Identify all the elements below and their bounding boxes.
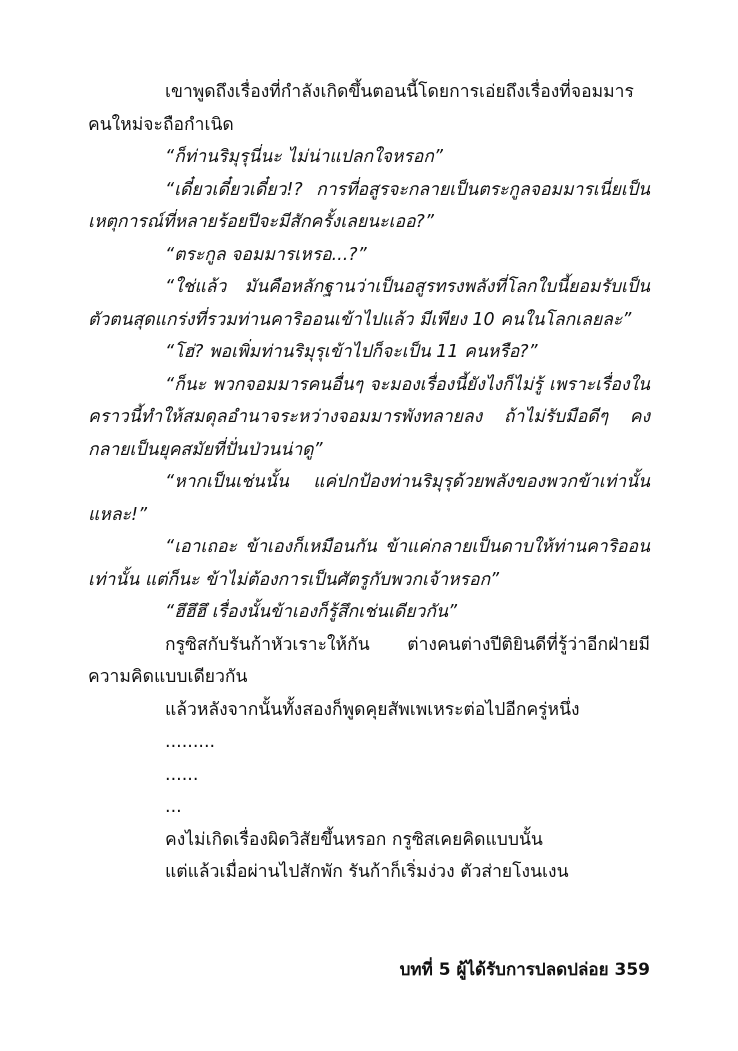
- paragraph-13: คงไม่เกิดเรื่องผิดวิสัยขึ้นหรอก กรูซิสเคยคิดแบบนั้น: [165, 829, 543, 850]
- paragraph-4: “ตระกูล จอมมารเหรอ...?”: [165, 244, 367, 265]
- paragraph-11: กรูซิสกับรันก้าหัวเราะให้กัน ต่างคนต่างปีติยินดีที่รู้ว่าอีกฝ่ายมีความคิดแบบเดียวกัน: [88, 634, 650, 687]
- paragraph-12: แล้วหลังจากนั้นทั้งสองก็พูดคุยสัพเพเหระต่อไปอีกครู่หนึ่ง: [165, 699, 580, 720]
- ellipsis-line-3: ...: [165, 797, 182, 817]
- book-page-body: [88, 76, 650, 889]
- chapter-title: บทที่ 5 ผู้ได้รับการปลดปล่อย: [399, 960, 609, 980]
- paragraph-3: “เดี๋ยวเดี๋ยวเดี๋ยว!? การที่อสูรจะกลายเป็นตระกูลจอมมารเนี่ยเป็นเหตุการณ์ที่หลายร้อยปีจะมีสักครั้งเลยนะเออ?”: [88, 179, 650, 232]
- paragraph-7: “ก็นะ พวกจอมมารคนอื่นๆ จะมองเรื่องนี้ยังไงก็ไม่รู้ เพราะเรื่องในคราวนี้ทำให้สมดุลอำนาจระหว่างจอมมารพังทลายลง ถ้าไม่รับมือดีๆ คงกลายเป็นยุคสมัยที่ปั่นป่วนน่าดู”: [88, 374, 650, 460]
- paragraph-1: เขาพูดถึงเรื่องที่กำลังเกิดขึ้นตอนนี้โดยการเอ่ยถึงเรื่องที่จอมมารคนใหม่จะถือกำเนิด: [88, 82, 634, 135]
- paragraph-14: แต่แล้วเมื่อผ่านไปสักพัก รันก้าก็เริ่มง่วง ตัวส่ายโงนเงน: [165, 862, 569, 882]
- page-number: 359: [614, 960, 650, 980]
- paragraph-9: “เอาเถอะ ข้าเองก็เหมือนกัน ข้าแค่กลายเป็นดาบให้ท่านคาริออนเท่านั้น แต่ก็นะ ข้าไม่ต้องการเป็นศัตรูกับพวกเจ้าหรอก”: [88, 537, 650, 590]
- page-footer: [88, 955, 650, 985]
- paragraph-10: “ฮึฮึฮึ เรื่องนั้นข้าเองก็รู้สึกเช่นเดียวกัน”: [165, 602, 458, 622]
- ellipsis-line-1: .........: [165, 732, 216, 752]
- paragraph-8: “หากเป็นเช่นนั้น แค่ปกป้องท่านริมุรุด้วยพลังของพวกข้าเท่านั้นแหละ!”: [88, 472, 650, 525]
- paragraph-2: “ก็ท่านริมุรุนี่นะ ไม่น่าแปลกใจหรอก”: [165, 147, 443, 167]
- paragraph-6: “โฮ่? พอเพิ่มท่านริมุรุเข้าไปก็จะเป็น 11 คนหรือ?”: [165, 342, 538, 362]
- paragraph-5: “ใช่แล้ว มันคือหลักฐานว่าเป็นอสูรทรงพลังที่โลกใบนี้ยอมรับเป็นตัวตนสุดแกร่งที่รวมท่านคาริออนเข้าไปแล้ว มีเพียง 10 คนในโลกเลยละ”: [88, 277, 650, 330]
- ellipsis-line-2: ......: [165, 764, 199, 785]
